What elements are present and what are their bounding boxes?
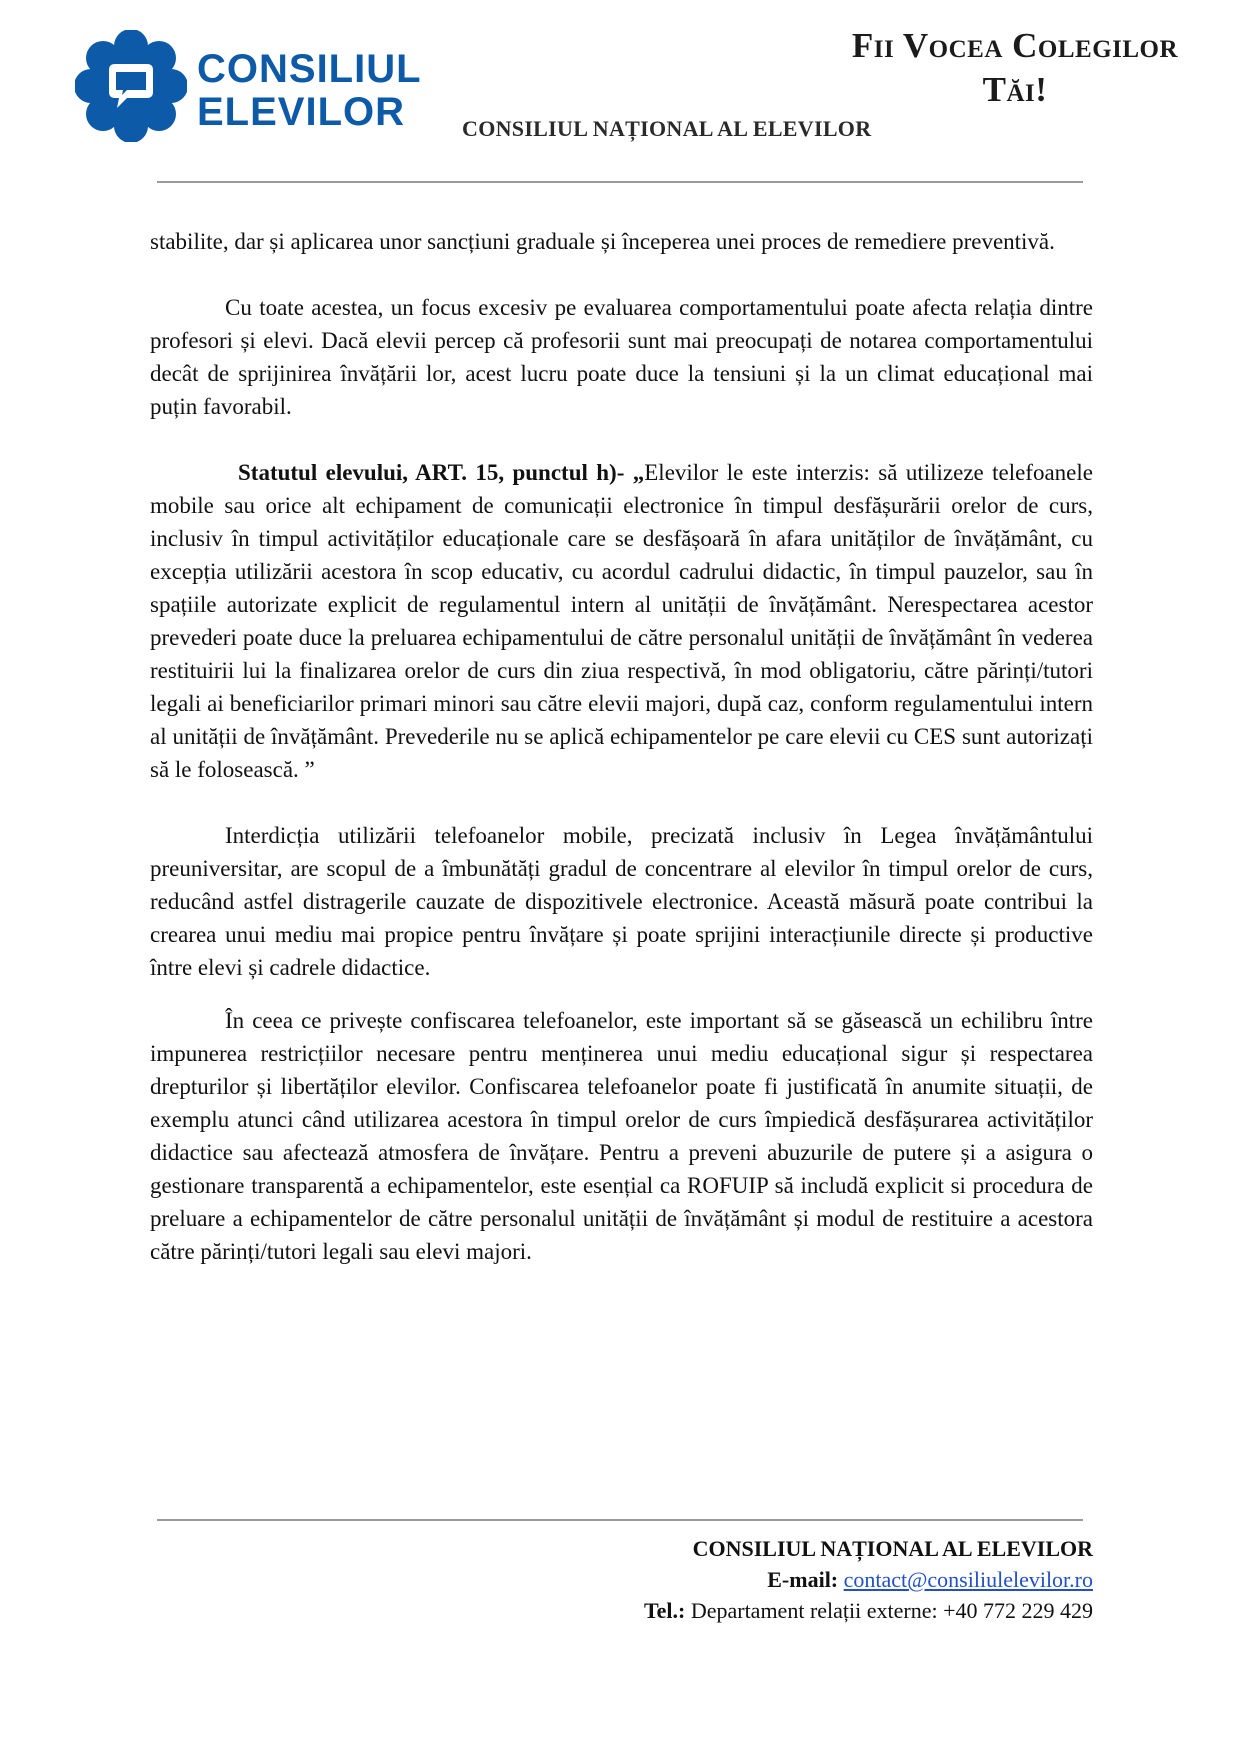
logo-line-2: ELEVILOR (197, 90, 406, 134)
footer-org-name: CONSILIUL NAȚIONAL AL ELEVILOR (692, 1536, 1093, 1561)
footer-divider (157, 1519, 1083, 1521)
header-org-name: CONSILIUL NAȚIONAL AL ELEVILOR (462, 116, 872, 141)
footer (500, 1533, 1093, 1626)
tel-text: Departament relații externe: +40 772 229 429 (690, 1598, 1093, 1623)
paragraph-5: În ceea ce privește confiscarea telefoanelor, este important să se găsească un echilibru între impunerea restricțiilor necesare pentru menținerea unui mediu educațional sigur și respectarea drepturilor și libertăților elevilor. Confiscarea telefoanelor poate fi justificată în anumite situații, de exemplu atunci când utilizarea acestora în timpul orelor de curs împiedică desfășurarea activităților didactice sau afectează atmosfera de învățare. Pentru a preveni abuzurile de putere și a asigura o gestionare transparentă a echipamentelor, este esențial ca ROFUIP să includă explicit si procedura de preluare a echipamentelor de către personalul unității de învățământ și modul de restituire a acestora către părinți/tutori legali sau elevi majori. (150, 1008, 1093, 1264)
speech-flower-icon (75, 30, 187, 142)
paragraph-3 (150, 456, 1093, 786)
document-body (150, 225, 1093, 1268)
paragraph-1: stabilite, dar și aplicarea unor sancțiuni graduale și începerea unei proces de remediere preventivă. (150, 229, 1055, 254)
header-divider (157, 181, 1083, 183)
logo (75, 30, 422, 146)
paragraph-2: Cu toate acestea, un focus excesiv pe evaluarea comportamentului poate afecta relația dintre profesori și elevi. Dacă elevii percep că profesorii sunt mai preocupați de notarea comportamentului decât de sprijinirea învățării lor, acest lucru poate duce la tensiuni și la un climat educațional mai puțin favorabil. (150, 295, 1093, 419)
paragraph-4: Interdicția utilizării telefoanelor mobile, precizată inclusiv în Legea învățământului preuniversitar, are scopul de a îmbunătăți gradul de concentrare al elevilor în timpul orelor de curs, reducând astfel distragerile cauzate de dispozitivele electronice. Această măsură poate contribui la crearea unui mediu mai propice pentru învățare și poate sprijini interacțiunile directe și productive între elevi și cadrele didactice. (150, 823, 1093, 980)
slogan-line-2: Tăi! (982, 70, 1048, 109)
slogan-line-1: Fii Vocea Colegilor (851, 26, 1179, 65)
logo-line-1: CONSILIUL (197, 47, 422, 91)
email-label: E-mail: (767, 1567, 839, 1592)
email-link[interactable]: contact@consiliulelevilor.ro (843, 1567, 1093, 1592)
paragraph-3-text: Elevilor le este interzis: să utilizeze telefoanele mobile sau orice alt echipament de comunicații electronice în timpul desfășurării orelor de curs, inclusiv în timpul activităților educaționale care se desfășoară în afara unităților de învățământ, cu excepția utilizării acestora în scop educativ, cu acordul cadrului didactic, în timpul pauzelor, sau în spațiile autorizate explicit de regulamentul intern al unității de învățământ. Nerespectarea acestor prevederi poate duce la preluarea echipamentului de către personalul unității de învățământ în vederea restituirii lui la finalizarea orelor de curs din ziua respectivă, în mod obligatoriu, către părinți/tutori legali ai beneficiarilor primari minori sau către elevii majori, după caz, conform regulamentului intern al unității de învățământ. Prevederile nu se aplică echipamentelor pe care elevii cu CES sunt autorizați să le folosească. ” (150, 460, 1093, 782)
tel-label: Tel.: (643, 1598, 686, 1623)
paragraph-3-bold: Statutul elevului, ART. 15, punctul h)- „ (238, 460, 645, 485)
slogan (795, 24, 1235, 112)
